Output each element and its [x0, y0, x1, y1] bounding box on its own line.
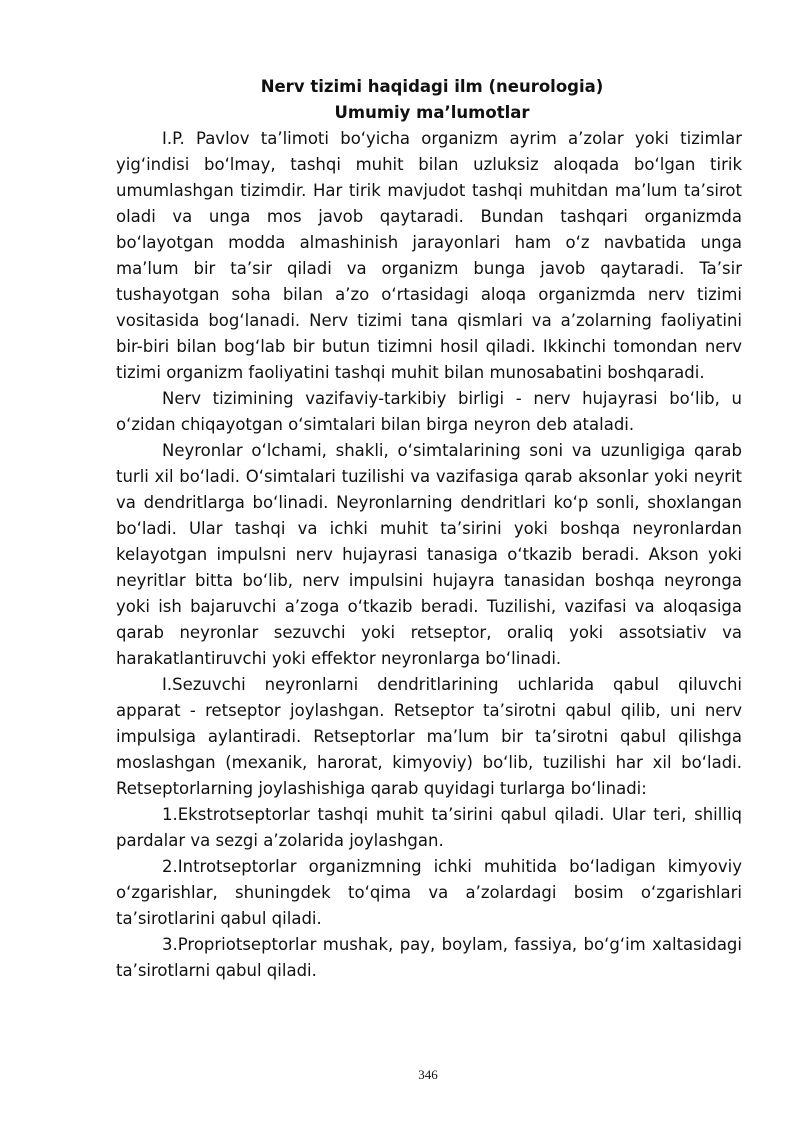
paragraph-exteroceptors: 1.Ekstrotseptorlar tashqi muhit ta’sirini qabul qiladi. Ular teri, shilliq pardalar va sezgi a’zolarida joylashgan.	[116, 805, 742, 850]
paragraph-pavlov: I.P. Pavlov ta’limoti bo‘yicha organizm ayrim a’zolar yoki tizimlar yig‘indisi bo‘lmay, tashqi muhit bilan uzluksiz aloqada bo‘lgan tirik umumlashgan tizimdir. Har tirik mavjudot tashqi muhitdan ma’lum ta’sirot oladi va unga mos javob qaytaradi. Bundan tashqari organizmda bo‘layotgan modda almashinish jarayonlari ham o‘z navbatida unga ma’lum bir ta’sir qiladi va organizm bunga javob qaytaradi. Ta’sir tushayotgan soha bilan a’zo o‘rtasidagi aloqa organizmda nerv tizimi vositasida bog‘lanadi. Nerv tizimi tana qismlari va a’zolarning faoliyatini bir-biri bilan bog‘lab bir butun tizimni hosil qiladi. Ikkinchi tomondan nerv tizimi organizm faoliyatini tashqi muhit bilan munosabatini boshqaradi.	[116, 129, 742, 382]
paragraph-proprioceptors: 3.Propriotseptorlar mushak, pay, boylam, fassiya, bo‘g‘im xaltasidagi ta’sirotlarni qabul qiladi.	[116, 935, 742, 980]
paragraph-neuron-definition: Nerv tizimining vazifaviy-tarkibiy birligi - nerv hujayrasi bo‘lib, u o‘zidan chiqayotgan o‘simtalari bilan birga neyron deb ataladi.	[116, 389, 742, 434]
paragraph-sensory-neurons: I.Sezuvchi neyronlarni dendritlarining uchlarida qabul qiluvchi apparat - retseptor joylashgan. Retseptor ta’sirotni qabul qilib, uni nerv impulsiga aylantiradi. Retseptorlar ma’lum bir ta’sirotni qabul qilishga moslashgan (mexanik, harorat, kimyoviy) bo‘lib, tuzilishi har xil bo‘ladi. Retseptorlarning joylashishiga qarab quyidagi turlarga bo‘linadi:	[116, 675, 742, 798]
document-subtitle: Umumiy ma’lumotlar	[334, 103, 530, 122]
page-number: 346	[418, 1067, 438, 1082]
paragraph-interoceptors: 2.Introtseptorlar organizmning ichki muhitida bo‘ladigan kimyoviy o‘zgarishlar, shuningdek to‘qima va a’zolardagi bosim o‘zgarishlari ta’sirotlarini qabul qiladi.	[116, 857, 742, 928]
document-page	[116, 74, 742, 984]
paragraph-neuron-types: Neyronlar o‘lchami, shakli, o‘simtalarining soni va uzunligiga qarab turli xil bo‘ladi. O‘simtalari tuzilishi va vazifasiga qarab aksonlar yoki neyrit va dendritlarga bo‘linadi. Neyronlarning dendritlari ko‘p sonli, shoxlangan bo‘ladi. Ular tashqi va ichki muhit ta’sirini yoki boshqa neyronlardan kelayotgan impulsni nerv hujayrasi tanasiga o‘tkazib beradi. Akson yoki neyritlar bitta bo‘lib, nerv impulsini hujayra tanasidan boshqa neyronga yoki ish bajaruvchi a’zoga o‘tkazib beradi. Tuzilishi, vazifasi va aloqasiga qarab neyronlar sezuvchi yoki retseptor, oraliq yoki assotsiativ va harakatlantiruvchi yoki effektor neyronlarga bo‘linadi.	[116, 441, 742, 668]
document-title: Nerv tizimi haqidagi ilm (neurologia)	[260, 77, 604, 96]
